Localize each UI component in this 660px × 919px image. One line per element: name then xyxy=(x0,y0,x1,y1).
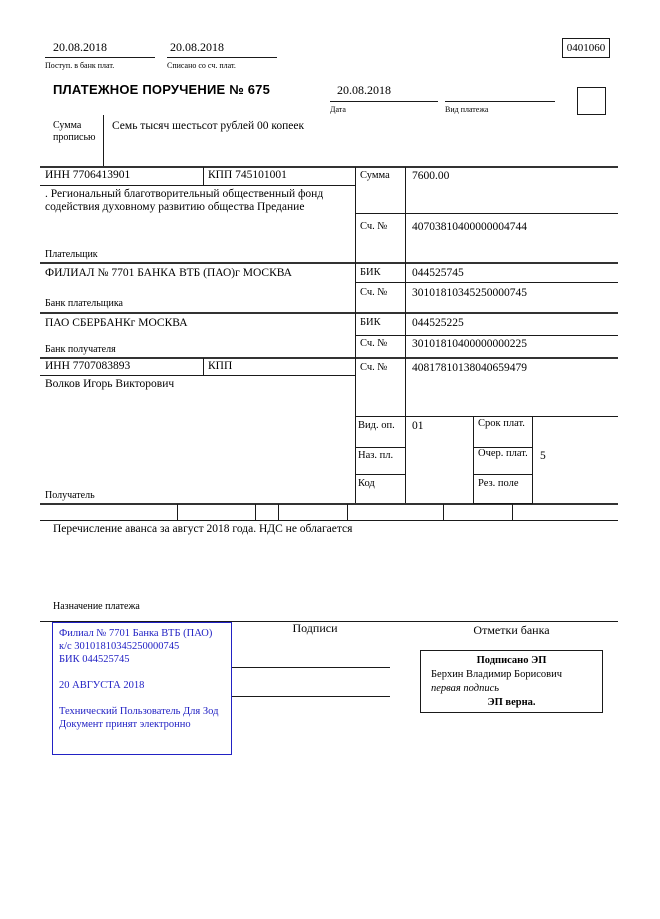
blue-stamp-line: БИК 044525745 xyxy=(59,654,130,665)
label-column-divider xyxy=(355,167,356,503)
blue-stamp-line: к/с 30101810345250000745 xyxy=(59,641,180,652)
payer-inn-kpp-divider xyxy=(203,167,204,185)
value-column-divider xyxy=(405,167,406,503)
payer-label: Плательщик xyxy=(45,249,98,260)
blue-stamp-line: Филиал № 7701 Банка ВТБ (ПАО) xyxy=(59,628,213,639)
payer-bank-bik-label: БИК xyxy=(360,267,381,278)
payer-bank-bik-line xyxy=(355,282,618,283)
payee-bank-name: ПАО СБЕРБАНКг МОСКВА xyxy=(45,317,188,329)
op-grid-line2 xyxy=(355,474,405,475)
amount-value: 7600.00 xyxy=(412,170,450,182)
payment-type-label: Вид платежа xyxy=(445,105,489,114)
date-received-label: Поступ. в банк плат. xyxy=(45,61,115,70)
payer-bank-label: Банк плательщика xyxy=(45,298,123,309)
payee-bank-account-label: Сч. № xyxy=(360,338,388,349)
payment-type-underline xyxy=(445,101,555,102)
payer-account-label: Сч. № xyxy=(360,221,388,232)
payment-type-checkbox xyxy=(577,87,606,115)
code-cell-divider-5 xyxy=(443,504,444,520)
payee-inn-line xyxy=(40,375,355,376)
blue-stamp-line xyxy=(59,666,231,679)
purpose-label: Назначение платежа xyxy=(53,601,140,612)
payee-kpp-label: КПП xyxy=(208,360,233,372)
esign-signature-type: первая подпись xyxy=(431,683,500,694)
blue-stamp-line: Документ принят электронно xyxy=(59,719,191,730)
doc-date: 20.08.2018 xyxy=(337,83,391,97)
payee-account-label: Сч. № xyxy=(360,362,388,373)
signatures-label: Подписи xyxy=(292,621,338,635)
payee-bank-bik-line xyxy=(355,335,618,336)
signature-line-2 xyxy=(232,696,390,697)
payer-bottom-line xyxy=(40,262,618,264)
reserve-label: Рез. поле xyxy=(478,478,519,489)
date-debited: 20.08.2018 xyxy=(170,40,224,54)
payee-account: 40817810138040659479 xyxy=(412,362,527,374)
payee-bank-bottom-line xyxy=(40,357,618,359)
payee-inn: ИНН 7707083893 xyxy=(45,360,131,372)
esign-title: Подписано ЭП xyxy=(476,655,547,666)
payer-bank-bottom-line xyxy=(40,312,618,314)
code-cell-divider-2 xyxy=(255,504,256,520)
purpose-code-label: Наз. пл. xyxy=(358,450,394,461)
payer-bank-bik: 044525745 xyxy=(412,267,464,279)
order-value: 5 xyxy=(540,450,546,462)
code-cell-divider-6 xyxy=(512,504,513,520)
esign-verified: ЭП верна. xyxy=(487,697,536,708)
payer-bank-name: ФИЛИАЛ № 7701 БАНКА ВТБ (ПАО)г МОСКВА xyxy=(45,267,292,279)
amount-words-label: Сумма прописью xyxy=(53,120,96,143)
payer-kpp: КПП 745101001 xyxy=(208,169,287,181)
form-code-box: 0401060 xyxy=(562,38,610,58)
date-received: 20.08.2018 xyxy=(53,40,107,54)
amount-words-value: Семь тысяч шестьсот рублей 00 копеек xyxy=(112,120,305,132)
code-cell-divider-3 xyxy=(278,504,279,520)
payer-bank-account: 30101810345250000745 xyxy=(412,287,527,299)
doc-date-label: Дата xyxy=(330,105,346,114)
payee-bank-account: 30101810400000000225 xyxy=(412,338,527,350)
payer-inn: ИНН 7706413901 xyxy=(45,169,131,181)
esign-signer-name: Берхин Владимир Борисович xyxy=(431,669,562,680)
payer-account: 40703810400000004744 xyxy=(412,221,527,233)
purpose-text: Перечисление аванса за август 2018 года. НДС не облагается xyxy=(53,523,353,535)
date-debited-label: Списано со сч. плат. xyxy=(167,61,236,70)
order-label: Очер. плат. xyxy=(478,448,528,459)
amount-row-line xyxy=(355,213,618,214)
date-debited-underline xyxy=(167,57,277,58)
payer-name: . Региональный благотворительный общественный фонд содействия духовному развитию общества Предание xyxy=(45,188,324,214)
code-cell-divider-1 xyxy=(177,504,178,520)
blue-stamp-line xyxy=(59,692,231,705)
table-top-line xyxy=(40,166,618,168)
inn-row-line xyxy=(40,185,355,186)
document-title: ПЛАТЕЖНОЕ ПОРУЧЕНИЕ № 675 xyxy=(53,82,271,97)
signature-line-1 xyxy=(232,667,390,668)
payer-bank-account-label: Сч. № xyxy=(360,287,388,298)
bank-marks-label: Отметки банка xyxy=(473,623,550,637)
payee-bank-label: Банк получателя xyxy=(45,344,116,355)
esign-stamp-box xyxy=(420,650,603,713)
payee-bank-bik-label: БИК xyxy=(360,317,381,328)
op-type-label: Вид. оп. xyxy=(358,420,395,431)
payee-name: Волков Игорь Викторович xyxy=(45,378,175,390)
code-row-bottom-line xyxy=(40,520,618,521)
code-cell-divider-4 xyxy=(347,504,348,520)
date-received-underline xyxy=(45,57,155,58)
payee-label: Получатель xyxy=(45,490,95,501)
doc-date-underline xyxy=(330,101,438,102)
blue-stamp-line: Технический Пользователь Для Зод xyxy=(59,706,219,717)
amount-label: Сумма xyxy=(360,170,390,181)
op-grid-line1 xyxy=(355,447,405,448)
bank-electronic-stamp xyxy=(52,622,232,755)
payee-bank-bik: 044525225 xyxy=(412,317,464,329)
payee-inn-kpp-divider xyxy=(203,358,204,375)
code-label: Код xyxy=(358,478,375,489)
blue-stamp-line: 20 АВГУСТА 2018 xyxy=(59,680,145,691)
op-type-value: 01 xyxy=(412,420,424,432)
due-date-label: Срок плат. xyxy=(478,418,525,429)
amount-words-divider xyxy=(103,115,104,167)
